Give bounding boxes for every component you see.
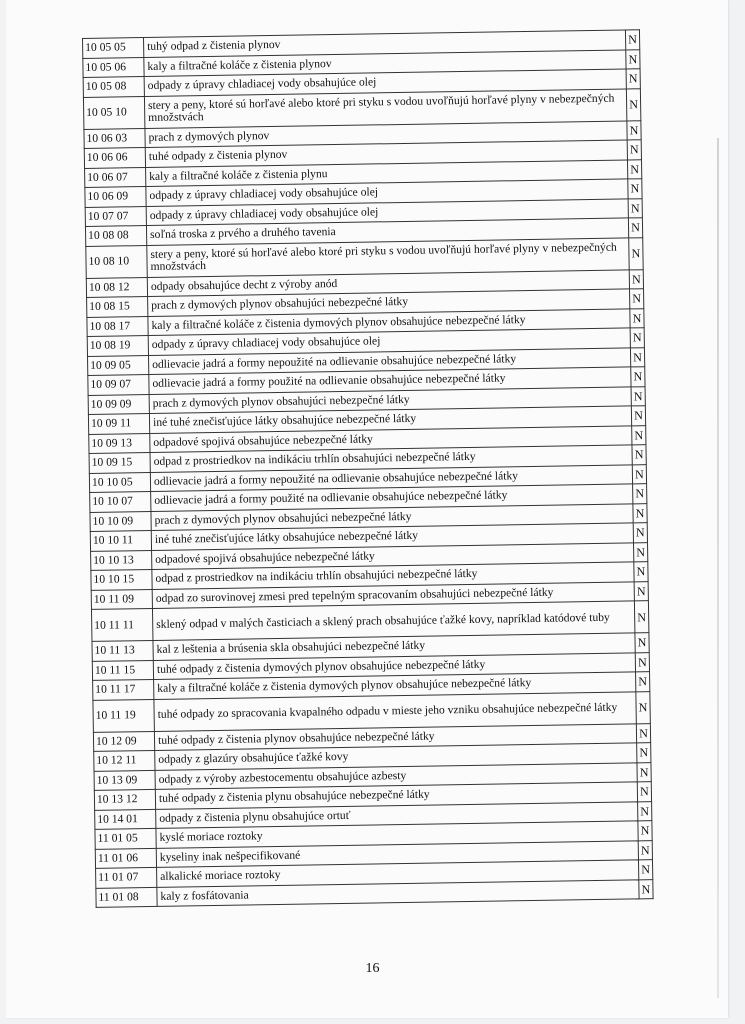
waste-description: kaly a filtračné koláče z čistenia dymových plynov obsahujúce nebezpečné látky — [148, 308, 630, 335]
hazard-flag: N — [634, 601, 649, 633]
hazard-flag: N — [639, 879, 653, 899]
hazard-flag: N — [628, 198, 642, 218]
hazard-flag: N — [635, 652, 649, 672]
waste-description: tuhé odpady zo spracovania kvapalného odpadu v mieste jeho vzniku obsahujúce nebezpečné látky — [154, 691, 636, 731]
waste-description: odlievacie jadrá a formy nepoužité na odlievanie obsahujúce nebezpečné látky — [150, 464, 632, 491]
waste-code: 10 10 09 — [90, 511, 151, 531]
hazard-flag: N — [637, 743, 651, 763]
scan-edge-mark — [717, 138, 719, 998]
waste-description: odpadové spojivá obsahujúce nebezpečné látky — [152, 542, 634, 569]
waste-description: kyseliny inak nešpecifikované — [156, 840, 638, 867]
waste-code: 11 01 07 — [96, 867, 157, 887]
waste-code: 10 11 15 — [92, 660, 153, 680]
hazard-flag: N — [632, 445, 646, 465]
hazard-flag: N — [637, 762, 651, 782]
waste-description: prach z dymových plynov obsahujúci nebezpečné látky — [149, 386, 631, 413]
waste-description: iné tuhé znečisťujúce látky obsahujúce nebezpečné látky — [151, 523, 633, 550]
waste-code: 10 05 05 — [83, 38, 144, 58]
hazard-flag: N — [633, 503, 647, 523]
waste-code: 10 10 13 — [91, 550, 152, 570]
waste-code: 10 10 07 — [90, 491, 151, 511]
waste-table-container — [82, 29, 654, 908]
hazard-flag: N — [638, 840, 652, 860]
hazard-flag: N — [633, 484, 647, 504]
hazard-flag: N — [625, 30, 639, 50]
waste-description: alkalické moriace roztoky — [157, 860, 639, 887]
waste-code: 10 09 09 — [88, 394, 149, 414]
waste-description: odpad z prostriedkov na indikáciu trhlín obsahujúci nebezpečné látky — [150, 445, 632, 472]
waste-description: odpad zo surovinovej zmesi pred tepelným spracovaním obsahujúci nebezpečné látky — [152, 581, 634, 608]
waste-description: odpady z úpravy chladiacej vody obsahujúce olej — [144, 69, 626, 96]
waste-description: kaly a filtračné koláče z čistenia plynov — [144, 49, 626, 76]
hazard-flag: N — [627, 140, 641, 160]
waste-description: kaly a filtračné koláče z čistenia dymových plynov obsahujúce nebezpečné látky — [154, 672, 636, 699]
waste-description: iné tuhé znečisťujúce látky obsahujúce nebezpečné látky — [149, 406, 631, 433]
waste-code: 11 01 05 — [95, 828, 156, 848]
waste-description: odlievacie jadrá a formy použité na odlievanie obsahujúce nebezpečné látky — [149, 367, 631, 394]
waste-description: odpady z úpravy chladiacej vody obsahujúce olej — [146, 179, 628, 206]
hazard-flag: N — [629, 269, 643, 289]
hazard-flag: N — [626, 88, 641, 120]
waste-code: 10 13 12 — [94, 789, 155, 809]
waste-code: 10 10 15 — [91, 569, 152, 589]
hazard-flag: N — [637, 782, 651, 802]
hazard-flag: N — [632, 464, 646, 484]
waste-code: 11 01 08 — [96, 887, 157, 907]
hazard-flag: N — [627, 120, 641, 140]
hazard-flag: N — [636, 723, 650, 743]
waste-description: tuhé odpady z čistenia plynov obsahujúce nebezpečné látky — [154, 723, 636, 750]
hazard-flag: N — [630, 347, 644, 367]
waste-code: 10 05 06 — [83, 57, 144, 77]
waste-code: 10 11 09 — [91, 589, 152, 609]
hazard-flag: N — [632, 425, 646, 445]
hazard-flag: N — [630, 308, 644, 328]
waste-description: kal z leštenia a brúsenia skla obsahujúci nebezpečné látky — [153, 633, 635, 660]
waste-description: odlievacie jadrá a formy nepoužité na odlievanie obsahujúce nebezpečné látky — [148, 347, 630, 374]
waste-code: 10 11 13 — [92, 640, 153, 660]
waste-description: tuhé odpady z čistenia plynu obsahujúce nebezpečné látky — [155, 782, 637, 809]
hazard-flag: N — [628, 218, 642, 238]
waste-description: odpady z glazúry obsahujúce ťažké kovy — [155, 743, 637, 770]
page-number: 16 — [365, 961, 380, 976]
hazard-flag: N — [626, 69, 640, 89]
hazard-flag: N — [631, 386, 645, 406]
hazard-flag: N — [634, 581, 648, 601]
waste-code: 11 01 06 — [95, 848, 156, 868]
waste-code: 10 08 19 — [87, 335, 148, 355]
waste-description: odpady z čistenia plynu obsahujúce ortuť — [156, 801, 638, 828]
hazard-flag: N — [636, 672, 650, 692]
waste-code: 10 06 06 — [84, 148, 145, 168]
waste-code: 10 12 09 — [93, 731, 154, 751]
waste-code: 10 09 15 — [89, 452, 150, 472]
waste-code: 10 06 09 — [85, 187, 146, 207]
waste-description: odpady z úpravy chladiacej vody obsahujúce olej — [146, 198, 628, 225]
waste-description: stery a peny, ktoré sú horľavé alebo ktoré pri styku s vodou uvoľňujú horľavé plyny v nebezpečných množstvách — [147, 237, 629, 277]
hazard-flag: N — [638, 801, 652, 821]
waste-code: 10 07 07 — [85, 206, 146, 226]
waste-code: 10 11 19 — [93, 699, 154, 732]
waste-description: odpady z úpravy chladiacej vody obsahujúce olej — [148, 328, 630, 355]
waste-description: prach z dymových plynov — [145, 120, 627, 147]
hazard-flag: N — [626, 49, 640, 69]
waste-code: 10 13 09 — [94, 770, 155, 790]
table-body — [83, 30, 654, 908]
hazard-flag: N — [628, 179, 642, 199]
hazard-flag: N — [633, 523, 647, 543]
waste-code: 10 08 10 — [86, 245, 147, 278]
waste-description: stery a peny, ktoré sú horľavé alebo ktoré pri styku s vodou uvoľňujú horľavé plyny v nebezpečných množstvách — [144, 88, 626, 128]
waste-code: 10 06 07 — [85, 167, 146, 187]
waste-description: kyslé moriace roztoky — [156, 821, 638, 848]
hazard-flag: N — [636, 691, 651, 723]
hazard-flag: N — [630, 289, 644, 309]
waste-code: 10 08 15 — [87, 297, 148, 317]
waste-description: odlievacie jadrá a formy použité na odlievanie obsahujúce nebezpečné látky — [151, 484, 633, 511]
hazard-flag: N — [635, 633, 649, 653]
hazard-flag: N — [631, 406, 645, 426]
hazard-flag: N — [634, 562, 648, 582]
waste-code: 10 14 01 — [95, 809, 156, 829]
waste-description: odpad z prostriedkov na indikáciu trhlín obsahujúci nebezpečné látky — [152, 562, 634, 589]
waste-code: 10 11 11 — [91, 608, 152, 641]
waste-description: tuhý odpad z čistenia plynov — [144, 30, 626, 57]
waste-description: prach z dymových plynov obsahujúci nebezpečné látky — [148, 289, 630, 316]
waste-description: odpady obsahujúce decht z výroby anód — [147, 269, 629, 296]
waste-description: kaly z fosfátovania — [157, 879, 639, 906]
waste-code: 10 08 12 — [86, 277, 147, 297]
hazard-flag: N — [630, 328, 644, 348]
waste-code: 10 09 05 — [87, 355, 148, 375]
waste-code: 10 11 17 — [93, 679, 154, 699]
waste-description: prach z dymových plynov obsahujúci nebezpečné látky — [151, 503, 633, 530]
waste-code: 10 05 08 — [83, 77, 144, 97]
waste-description: odpadové spojivá obsahujúce nebezpečné látky — [150, 425, 632, 452]
hazard-flag: N — [631, 367, 645, 387]
waste-code: 10 10 11 — [90, 530, 151, 550]
hazard-flag: N — [629, 237, 644, 269]
waste-description: sklený odpad v malých časticiach a sklený prach obsahujúce ťažké kovy, napríklad katódové tuby — [152, 601, 634, 641]
hazard-flag: N — [638, 821, 652, 841]
hazard-flag: N — [638, 860, 652, 880]
waste-code: 10 08 08 — [85, 226, 146, 246]
waste-code: 10 05 10 — [83, 96, 144, 129]
waste-code: 10 09 11 — [88, 413, 149, 433]
waste-description: kaly a filtračné koláče z čistenia plynu — [146, 159, 628, 186]
waste-code: 10 12 11 — [94, 750, 155, 770]
waste-code: 10 09 13 — [89, 433, 150, 453]
waste-description: tuhé odpady z čistenia dymových plynov obsahujúce nebezpečné látky — [153, 652, 635, 679]
hazard-flag: N — [633, 542, 647, 562]
waste-code: 10 06 03 — [84, 128, 145, 148]
waste-code: 10 09 07 — [88, 374, 149, 394]
waste-code: 10 08 17 — [87, 316, 148, 336]
waste-code: 10 10 05 — [89, 472, 150, 492]
hazard-flag: N — [627, 159, 641, 179]
waste-catalogue-table — [82, 29, 654, 908]
waste-description: tuhé odpady z čistenia plynov — [145, 140, 627, 167]
waste-description: soľná troska z prvého a druhého tavenia — [146, 218, 628, 245]
waste-description: odpady z výroby azbestocementu obsahujúce azbesty — [155, 762, 637, 789]
